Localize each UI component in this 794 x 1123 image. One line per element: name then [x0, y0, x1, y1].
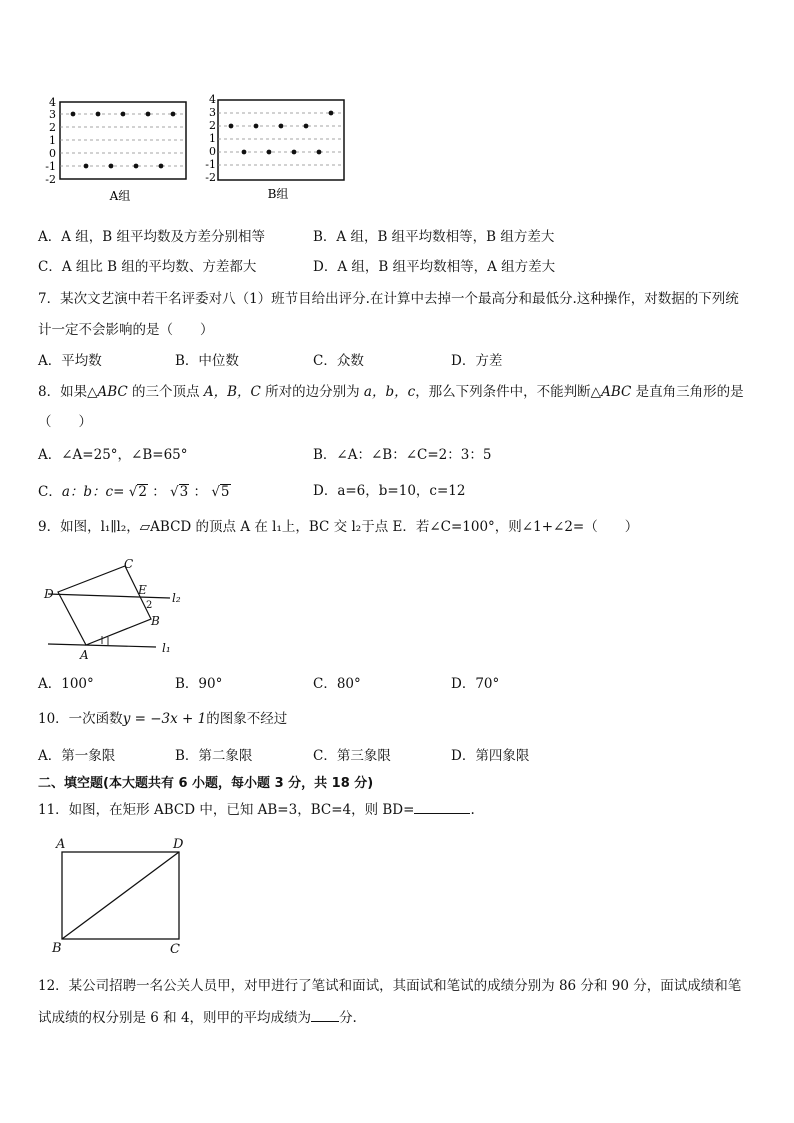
- chart-a-y-ticks: [45, 96, 56, 186]
- q8-text: 所对的边分别为: [260, 384, 364, 400]
- tick-label: 0: [49, 147, 56, 160]
- q11-answer-blank[interactable]: [414, 812, 470, 814]
- data-point: [267, 150, 272, 155]
- label-c: C: [170, 942, 180, 957]
- option-prefix: C．: [38, 484, 62, 500]
- q11-stem: [38, 804, 475, 818]
- section-heading: 二、填空题(本大题共有 6 小题，每小题 3 分，共 18 分): [38, 776, 374, 791]
- chart-b-frame: [218, 100, 344, 180]
- line-l1: [48, 644, 156, 647]
- q7-option-d[interactable]: D．方差: [451, 353, 503, 369]
- q8-option-c-vars: a：b：c: [61, 484, 114, 500]
- q10-option-b[interactable]: B．第二象限: [175, 748, 253, 764]
- label-e: E: [138, 583, 147, 597]
- tick-label: -2: [45, 173, 56, 186]
- q7-option-a[interactable]: A．平均数: [38, 353, 102, 369]
- tick-label: 3: [49, 108, 56, 121]
- tick-label: 3: [209, 106, 216, 119]
- q10-option-c[interactable]: C．第三象限: [313, 748, 391, 764]
- data-point: [254, 124, 259, 129]
- q6-option-a[interactable]: A．A 组，B 组平均数及方差分别相等: [38, 229, 266, 245]
- sqrt-symbol: √: [170, 484, 179, 500]
- data-point: [121, 112, 126, 117]
- label-a: A: [80, 648, 89, 662]
- chart-a-group: [40, 92, 200, 202]
- q8-stem-line1: [38, 386, 744, 400]
- label-d: D: [173, 837, 184, 852]
- data-point: [304, 124, 309, 129]
- sqrt-symbol: √: [211, 484, 220, 500]
- radicand: 3: [179, 484, 189, 500]
- q7-stem-line2: 计一定不会影响的是（ ）: [38, 322, 214, 338]
- q10-option-d[interactable]: D．第四象限: [451, 748, 530, 764]
- chart-b-y-ticks: [205, 93, 216, 184]
- tick-label: -2: [205, 171, 216, 184]
- q6-option-c[interactable]: C．A 组比 B 组的平均数、方差都大: [38, 259, 257, 275]
- data-point: [242, 150, 247, 155]
- label-d: D: [44, 587, 54, 601]
- q6-option-d[interactable]: D．A 组，B 组平均数相等，A 组方差大: [313, 259, 556, 275]
- data-point: [317, 150, 322, 155]
- data-point: [229, 124, 234, 129]
- q9-option-d[interactable]: D．70°: [451, 676, 500, 692]
- radicand: 5: [220, 484, 230, 500]
- tick-label: -1: [205, 158, 216, 171]
- label-l2: l₂: [172, 591, 181, 605]
- tick-label: 1: [49, 134, 56, 147]
- data-point: [171, 112, 176, 117]
- data-point: [71, 112, 76, 117]
- q10-option-a[interactable]: A．第一象限: [38, 748, 116, 764]
- label-b: B: [151, 614, 160, 628]
- chart-b-group: [200, 92, 360, 202]
- q8-triangle-name: ABC: [97, 384, 128, 400]
- tick-label: -1: [45, 160, 56, 173]
- q9-option-a[interactable]: A．100°: [38, 676, 94, 692]
- q8-text: 8．如果△: [38, 384, 98, 400]
- q7-option-c[interactable]: C．众数: [313, 353, 364, 369]
- q10-formula: y = −3x + 1: [122, 711, 207, 727]
- data-point: [279, 124, 284, 129]
- label-a: A: [56, 837, 66, 852]
- q12-text: 分.: [339, 1010, 357, 1026]
- q11-figure: [48, 834, 198, 959]
- q12-text: 试成绩的权分别是 6 和 4，则甲的平均成绩为: [38, 1010, 312, 1026]
- q8-option-b[interactable]: B．∠A：∠B：∠C=2：3：5: [313, 447, 492, 463]
- q11-text: .: [470, 802, 475, 818]
- q8-stem-line2: （ ）: [38, 414, 92, 430]
- label-b: B: [52, 941, 62, 956]
- line-l2: [48, 594, 170, 598]
- q8-option-d[interactable]: D．a=6，b=10，c=12: [313, 483, 466, 499]
- sqrt-symbol: √: [128, 484, 138, 500]
- q12-stem-line2: [38, 1012, 357, 1026]
- data-point: [84, 164, 89, 169]
- q7-option-b[interactable]: B．中位数: [175, 353, 239, 369]
- q8-text: 的三个顶点: [127, 384, 204, 400]
- tick-label: 2: [49, 121, 56, 134]
- data-point: [329, 111, 334, 116]
- q7-stem-line1: 7．某次文艺演中若干名评委对八（1）班节目给出评分.在计算中去掉一个最高分和最低分.这种操作，对数据的下列统: [38, 291, 739, 307]
- q8-vertices: A，B，C: [203, 384, 261, 400]
- radicand: 2: [138, 484, 147, 500]
- q8-text: ，那么下列条件中，不能判断△: [415, 384, 602, 400]
- ratio-sep: ：: [193, 484, 208, 500]
- q6-option-b[interactable]: B．A 组，B 组平均数相等，B 组方差大: [313, 229, 555, 245]
- q10-text: 10．一次函数: [38, 711, 123, 727]
- q11-text: 11．如图，在矩形 ABCD 中，已知 AB=3，BC=4，则 BD=: [38, 802, 415, 818]
- data-point: [146, 112, 151, 117]
- tick-label: 0: [209, 145, 216, 158]
- label-c: C: [124, 557, 134, 571]
- data-point: [134, 164, 139, 169]
- q9-figure: [38, 552, 198, 662]
- tick-label: 2: [209, 119, 216, 132]
- q9-option-b[interactable]: B．90°: [175, 676, 223, 692]
- tick-label: 4: [49, 96, 56, 109]
- q8-option-c[interactable]: [38, 484, 231, 500]
- q8-sides: a，b，c: [363, 384, 416, 400]
- q9-option-c[interactable]: C．80°: [313, 676, 361, 692]
- parallelogram-abcd: [58, 566, 151, 645]
- ratio-sep: ：: [152, 484, 166, 500]
- q12-answer-blank[interactable]: [311, 1020, 339, 1022]
- chart-a-caption: A组: [109, 189, 131, 203]
- label-l1: l₁: [162, 641, 171, 655]
- q8-triangle-name: ABC: [601, 384, 632, 400]
- q10-text: 的图象不经过: [206, 711, 288, 727]
- q12-stem-line1: 12．某公司招聘一名公关人员甲，对甲进行了笔试和面试，其面试和笔试的成绩分别为 86 分和 90 分，面试成绩和笔: [38, 978, 742, 994]
- q8-text: 是直角三角形的是: [631, 384, 744, 400]
- diagonal-bd: [62, 852, 179, 939]
- data-point: [292, 150, 297, 155]
- q9-stem: 9．如图，l₁∥l₂，▱ABCD 的顶点 A 在 l₁上，BC 交 l₂于点 E．若∠C=100°，则∠1+∠2=（ ）: [38, 519, 639, 535]
- equals-sign: =: [113, 484, 125, 500]
- tick-label: 1: [209, 132, 216, 145]
- q10-stem: [38, 713, 287, 727]
- data-point: [109, 164, 114, 169]
- data-point: [159, 164, 164, 169]
- label-2: 2: [146, 600, 153, 611]
- q8-option-a[interactable]: A．∠A=25°，∠B=65°: [38, 447, 188, 463]
- chart-b-caption: B组: [267, 187, 289, 201]
- tick-label: 4: [209, 93, 216, 106]
- data-point: [96, 112, 101, 117]
- chart-b-points: [229, 111, 334, 155]
